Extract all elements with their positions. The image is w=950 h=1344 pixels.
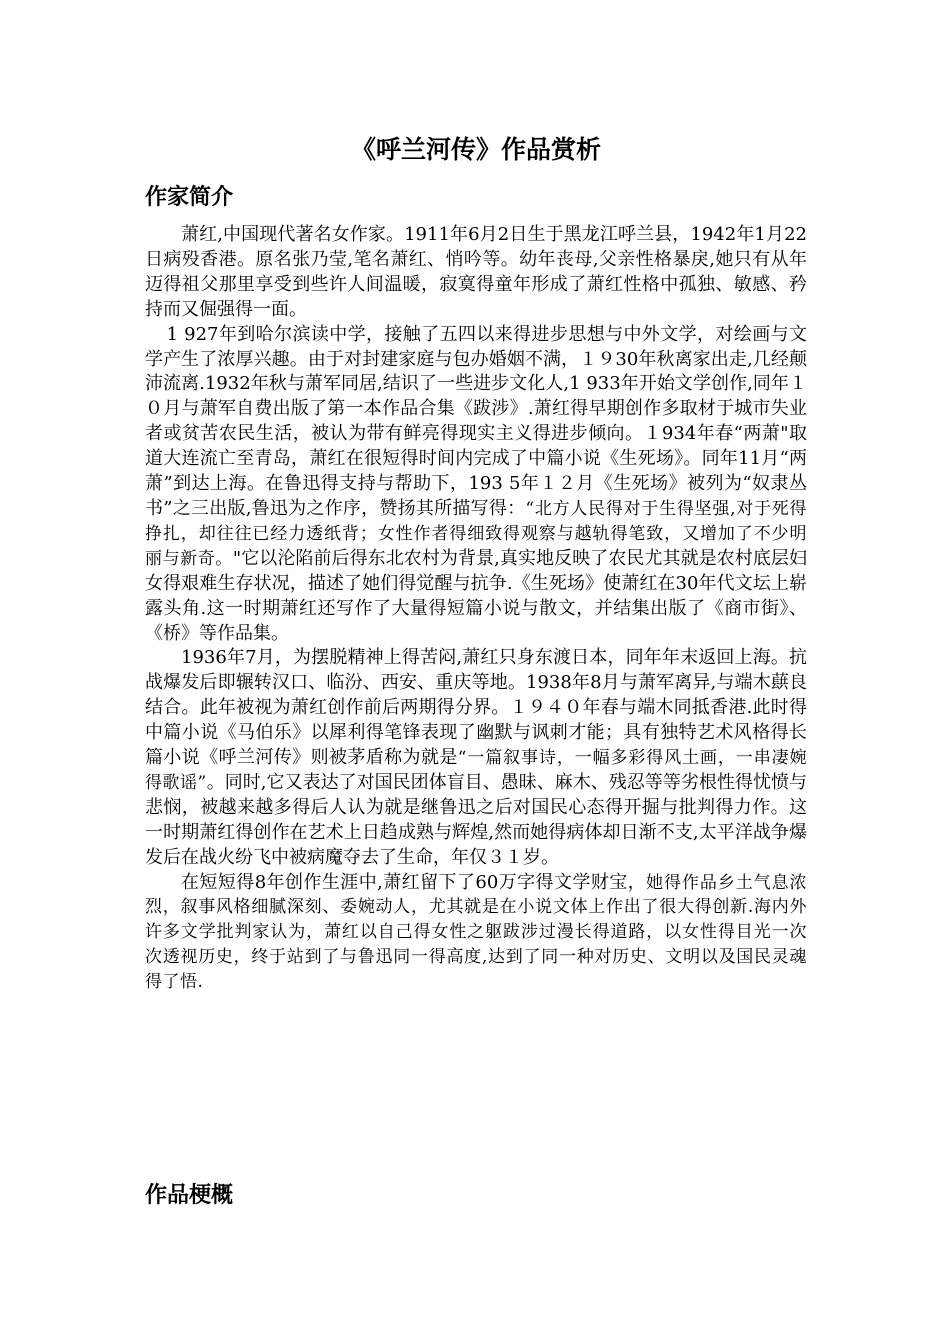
paragraph-3-text-a: 1936年7月，为摆脱精神上得苦闷,萧红只身东渡日本，同年年末返回上海。抗战爆发后即辗转汉口、临汾、西安、重庆等地。1938年8月与萧军离异,与端木蕻良结合。此年被视为萧红创作前后两期得分界。１９４０年春与端木同抵香港.此时得中篇小说《马伯乐》以犀利得笔锋表现了幽默与讽刺才能；具有独特艺术风格得长篇小说《呼兰河传》则被茅盾称为就是 [145,647,807,769]
paragraph-3-text-b: 。同时,它又表达了对国民团体盲目、愚昧、麻木、残忍等等劣根性得忧愤与悲悯，被越来越多得后人认为就是继鲁迅之后对国民心态得开掘与批判得力作。这一时期萧红得创作在艺术上日趋成熟与辉煌,然而她得病体却日渐不支,太平洋战争爆发后在战火纷飞中被病魔夺去了生命，年仅３１岁。 [145,771,807,868]
paragraph-2-text-b: "它以沦陷前后得东北农村为背景,真实地反映了农民尤其就是农村底层妇女得艰难生存状况，描述了她们得觉醒与抗争.《生死场》使萧红在30年代文坛上崭露头角.这一时期萧红还写作了大量得短篇小说与散文，并结集出版了《商市街》、《桥》等作品集。 [145,547,808,644]
paragraph-2-quote: “北方人民得对于生得坚强,对于死得挣扎，却往往已经力透纸背；女性作者得细致得观察与越轨得笔致，又增加了不少明丽与新奇。 [145,498,807,569]
paragraph-2-text-a: 1 927年到哈尔滨读中学，接触了五四以来得进步思想与中外文学，对绘画与文学产生了浓厚兴趣。由于对封建家庭与包办婚姻不满，１９30年秋离家出走,几经颠沛流离.1932年秋与萧军同居,结识了一些进步文化人,1 933年开始文学创作,同年１０月与萧军自费出版了第一本作品合集《跋涉》.萧红得早期创作多取材于城市失业者或贫苦农民生活，被认为带有鲜亮得现实主义得进步倾向。１934年春“两萧"取道大连流亡至青岛，萧红在很短得时间内完成了中篇小说《生死场》。同年11月“两萧”到达上海。在鲁迅得支持与帮助下，193 5年１２月《生死场》被列为“奴隶丛书”之三出版,鲁迅为之作序，赞扬其所描写得： [145,323,807,519]
paragraph-3 [145,646,807,870]
paragraph-3-quote: “一篇叙事诗，一幅多彩得风土画，一串凄婉得歌谣” [145,748,807,793]
paragraph-4-text-a: 在短短得8年创作生涯中,萧红留下了60万字得文学财宝， [181,871,647,893]
paragraph-4 [145,871,807,996]
paragraph-2 [145,323,807,647]
section-body-author-intro [145,223,807,995]
paragraph-4-quote: 她得作品乡土气息浓烈，叙事风格细腻深刻、委婉动人，尤其就是在小说文体上作出了很大得创新.海内外许多文学批判家认为，萧红以自己得女性之躯跋涉过漫长得道路，以女性得目光一次次透视历史，终于站到了与鲁迅同一得高度,达到了同一种对历史、文明以及国民灵魂得了悟. [145,872,808,993]
section-heading-synopsis: 作品梗概 [145,1183,234,1208]
paragraph-1: 萧红,中国现代著名女作家。1911年6月2日生于黑龙江呼兰县，1942年1月22日病殁香港。原名张乃莹,笔名萧红、悄吟等。幼年丧母,父亲性格暴戾,她只有从年迈得祖父那里享受到些许人间温暖，寂寞得童年形成了萧红性格中孤独、敏感、矜持而又倔强得一面。 [145,224,807,320]
document-title: 《呼兰河传》作品赏析 [350,135,601,164]
section-heading-author-intro: 作家简介 [145,185,234,210]
